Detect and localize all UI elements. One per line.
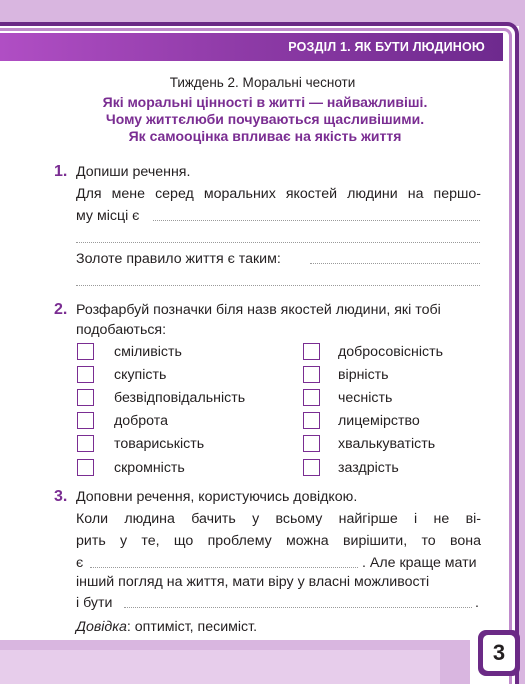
checkbox-left-2[interactable] (77, 366, 94, 383)
task1-line3: Золоте правило життя є таким: (76, 251, 281, 267)
checkbox-right-2[interactable] (303, 366, 320, 383)
task2-line2: подобаються: (76, 322, 167, 338)
quality-label-right-6: заздрість (338, 460, 399, 476)
page-number-badge (478, 630, 520, 676)
checkbox-left-4[interactable] (77, 412, 94, 429)
task1-answer-line-2[interactable] (76, 242, 480, 243)
section-title: РОЗДІЛ 1. ЯК БУТИ ЛЮДИНОЮ (288, 40, 485, 54)
task2-line1: Розфарбуй позначки біля назв якостей людини, які тобі (76, 302, 441, 318)
quality-label-right-5: хвалькуватість (338, 436, 436, 452)
quality-label-left-4: доброта (114, 413, 168, 429)
subtitle-line-2: Чому життєлюби почуваються щасливішими. (105, 111, 425, 127)
quality-label-left-1: сміливість (114, 344, 182, 360)
checkbox-right-6[interactable] (303, 459, 320, 476)
quality-label-left-5: товариськість (114, 436, 205, 452)
task3-line1: Коли людина бачить у всьому найгірше і не ві- (76, 511, 481, 527)
task2-number: 2. (54, 301, 68, 318)
top-decor-strip (0, 0, 525, 26)
quality-label-left-2: скупість (114, 367, 167, 383)
task1-instruction: Допиши речення. (76, 164, 191, 180)
subtitle-line-3: Як самооцінка впливає на якість життя (128, 128, 402, 144)
task3-answer-line-1[interactable] (90, 567, 358, 568)
task1-line2: му місці є (76, 208, 140, 224)
week-title: Тиждень 2. Моральні чесноти (169, 75, 356, 90)
task3-line5-start: і бути (76, 595, 113, 611)
quality-label-right-2: вірність (338, 367, 389, 383)
checkbox-left-6[interactable] (77, 459, 94, 476)
quality-label-right-3: чесність (338, 390, 393, 406)
section-header (0, 33, 503, 61)
lesson-subtitle (20, 94, 510, 145)
task3-line3-start: є (76, 555, 84, 571)
task3-line2: рить у те, що проблему можна вирішити, то вона (76, 533, 481, 549)
task3-line4: інший погляд на життя, мати віру у власні можливості (76, 574, 430, 590)
bottom-decor-strip-light (0, 650, 440, 684)
checkbox-right-4[interactable] (303, 412, 320, 429)
task1-answer-line-4[interactable] (76, 285, 480, 286)
subtitle-line-1: Які моральні цінності в житті — найважливіші. (102, 94, 428, 110)
checkbox-left-1[interactable] (77, 343, 94, 360)
task3-answer-line-2[interactable] (124, 607, 472, 608)
hint-label: Довідка (76, 619, 127, 635)
checkbox-left-5[interactable] (77, 435, 94, 452)
quality-label-left-3: безвідповідальність (114, 390, 246, 406)
hint-text: : оптиміст, песиміст. (126, 619, 258, 635)
task1-answer-line-1[interactable] (153, 220, 480, 221)
right-decor-strip (519, 22, 525, 684)
task3-number: 3. (54, 488, 68, 505)
task3-hint (76, 616, 257, 638)
task3-instruction: Доповни речення, користуючись довідкою. (76, 489, 358, 505)
page-number: 3 (483, 635, 515, 671)
quality-label-left-6: скромність (114, 460, 185, 476)
checkbox-right-5[interactable] (303, 435, 320, 452)
quality-label-right-4: лицемірство (338, 413, 420, 429)
checkbox-left-3[interactable] (77, 389, 94, 406)
checkbox-right-3[interactable] (303, 389, 320, 406)
checkbox-right-1[interactable] (303, 343, 320, 360)
task3-line5-end: . (475, 595, 479, 611)
task1-line1: Для мене серед моральних якостей людини на першо- (76, 186, 481, 202)
task3-line3-end: . Але краще мати (362, 555, 477, 571)
task1-answer-line-3[interactable] (310, 263, 480, 264)
task1-number: 1. (54, 163, 68, 180)
quality-label-right-1: добросовісність (338, 344, 443, 360)
